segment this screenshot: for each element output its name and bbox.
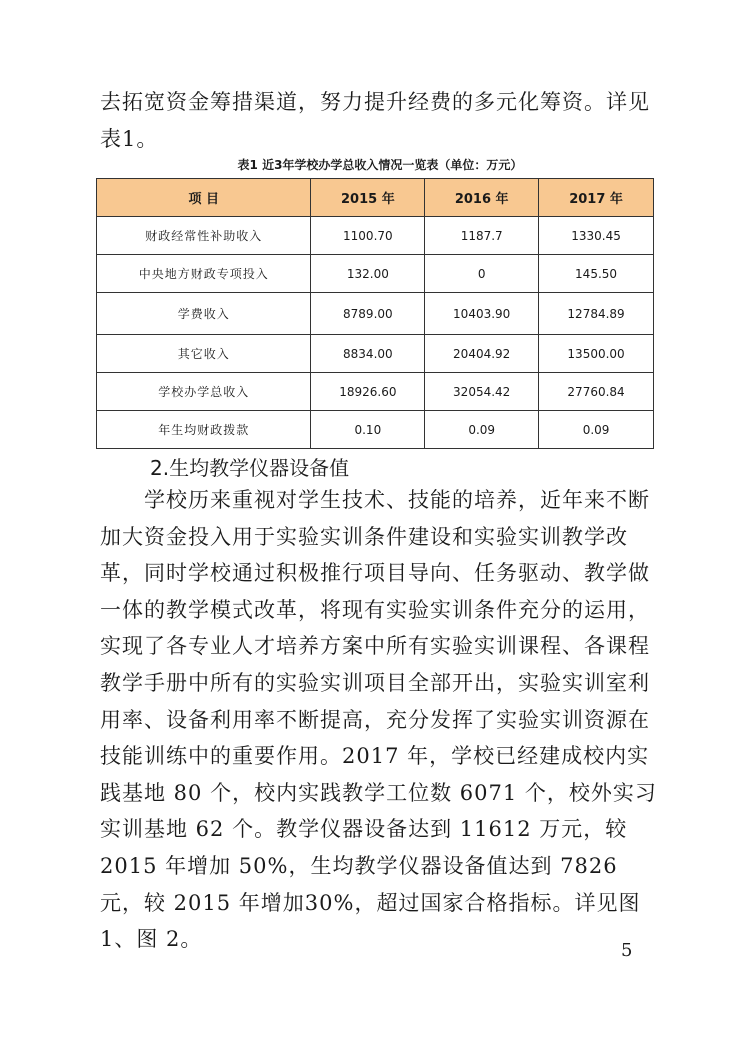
intro-paragraph: 去拓宽资金筹措渠道，努力提升经费的多元化筹资。详见表1。 [100, 90, 650, 151]
cell-2016: 0.09 [425, 411, 539, 449]
header-2016: 2016 年 [425, 179, 539, 217]
cell-2016: 0 [425, 255, 539, 293]
cell-2016: 1187.7 [425, 217, 539, 255]
cell-2015: 8789.00 [311, 293, 425, 335]
cell-2017: 13500.00 [539, 335, 654, 373]
income-table [96, 178, 654, 449]
section-body-paragraph: 学校历来重视对学生技术、技能的培养，近年来不断加大资金投入用于实验实训条件建设和实验实训教学改革，同时学校通过积极推行项目导向、任务驱动、教学做一体的教学模式改革，将现有实验实训条件充分的运用，实现了各专业人才培养方案中所有实验实训课程、各课程教学手册中所有的实验实训项目全部开出，实验实训室利用率、设备利用率不断提高，充分发挥了实验实训资源在技能训练中的重要作用。2017 年，学校已经建成校内实践基地 80 个，校内实践教学工位数 6071 个，校外实习实训基地 62 个。教学仪器设备达到 11612 万元，较 2015 年增加 50%，生均教学仪器设备值达到 7826 元，较 2015 年增加30%，超过国家合格指标。详见图 1、图 2。 [100, 488, 657, 952]
table-row [97, 255, 654, 293]
row-label: 年生均财政拨款 [97, 411, 311, 449]
cell-2016: 20404.92 [425, 335, 539, 373]
cell-2015: 8834.00 [311, 335, 425, 373]
row-label: 学校办学总收入 [97, 373, 311, 411]
cell-2015: 1100.70 [311, 217, 425, 255]
cell-2016: 32054.42 [425, 373, 539, 411]
row-label: 学费收入 [97, 293, 311, 335]
section-heading: 2.生均教学仪器设备值 [150, 456, 350, 480]
table-header-row [97, 179, 654, 217]
row-label: 中央地方财政专项投入 [97, 255, 311, 293]
cell-2015: 132.00 [311, 255, 425, 293]
table-row [97, 373, 654, 411]
table-row [97, 293, 654, 335]
header-item: 项 目 [97, 179, 311, 217]
table-caption: 表1 近3年学校办学总收入情况一览表（单位：万元） [237, 158, 523, 172]
row-label: 财政经常性补助收入 [97, 217, 311, 255]
cell-2017: 12784.89 [539, 293, 654, 335]
cell-2015: 0.10 [311, 411, 425, 449]
table-row [97, 411, 654, 449]
table-row [97, 217, 654, 255]
table-row [97, 335, 654, 373]
cell-2017: 27760.84 [539, 373, 654, 411]
page-number: 5 [621, 940, 633, 961]
cell-2017: 1330.45 [539, 217, 654, 255]
header-2017: 2017 年 [539, 179, 654, 217]
cell-2016: 10403.90 [425, 293, 539, 335]
row-label: 其它收入 [97, 335, 311, 373]
cell-2015: 18926.60 [311, 373, 425, 411]
cell-2017: 0.09 [539, 411, 654, 449]
header-2015: 2015 年 [311, 179, 425, 217]
cell-2017: 145.50 [539, 255, 654, 293]
